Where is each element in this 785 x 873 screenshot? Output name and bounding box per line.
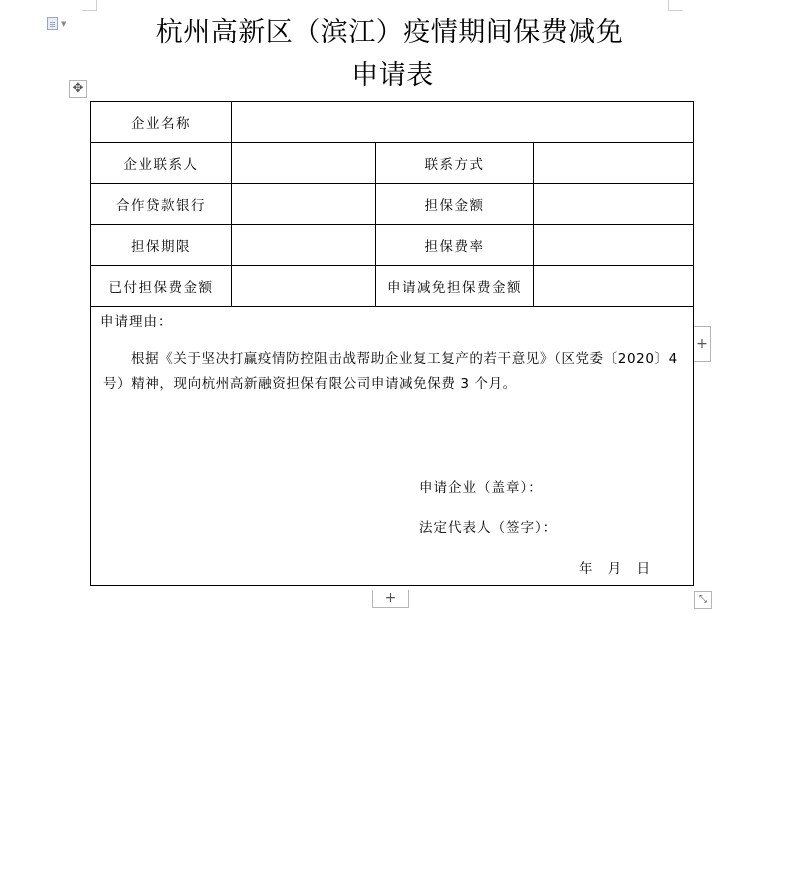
table-row	[91, 225, 694, 266]
reason-body-text: 根据《关于坚决打赢疫情防控阻击战帮助企业复工复产的若干意见》（区党委〔2020〕4号）精神，现向杭州高新融资担保有限公司申请减免保费 3 个月。	[103, 351, 678, 392]
legal-representative-label: 法定代表人（签字）：	[419, 520, 558, 536]
label-company-contact: 企业联系人	[91, 143, 232, 184]
chevron-down-icon: ▼	[61, 19, 67, 28]
requested-waiver-field[interactable]	[534, 266, 694, 307]
reason-label: 申请理由：	[100, 314, 173, 330]
move-icon: ✥	[72, 81, 84, 96]
paid-fee-field[interactable]	[232, 266, 376, 307]
add-row-button[interactable]: +	[372, 590, 409, 608]
table-row	[91, 143, 694, 184]
application-form-table	[90, 101, 694, 586]
label-paid-fee: 已付担保费金额	[91, 266, 232, 307]
label-guarantee-term: 担保期限	[91, 225, 232, 266]
table-row	[91, 266, 694, 307]
label-requested-waiver: 申请减免担保费金额	[376, 266, 534, 307]
label-company-name: 企业名称	[91, 102, 232, 143]
page-title-line-2: 申请表	[351, 60, 434, 91]
contact-method-field[interactable]	[534, 143, 694, 184]
date-line: 年 月 日	[579, 561, 651, 577]
resize-icon: ⤡	[699, 594, 707, 605]
table-move-handle[interactable]	[69, 80, 87, 98]
label-contact-method: 联系方式	[376, 143, 534, 184]
label-guarantee-rate: 担保费率	[376, 225, 534, 266]
guarantee-term-field[interactable]	[232, 225, 376, 266]
applicant-seal-label: 申请企业（盖章）：	[419, 480, 543, 496]
guarantee-amount-field[interactable]	[534, 184, 694, 225]
label-partner-bank: 合作贷款银行	[91, 184, 232, 225]
table-row	[91, 184, 694, 225]
label-guarantee-amount: 担保金额	[376, 184, 534, 225]
company-name-field[interactable]	[232, 102, 694, 143]
table-resize-handle[interactable]	[694, 591, 712, 609]
partner-bank-field[interactable]	[232, 184, 376, 225]
table-row	[91, 102, 694, 143]
application-reason-cell[interactable]	[91, 307, 694, 586]
company-contact-field[interactable]	[232, 143, 376, 184]
add-column-button[interactable]: +	[694, 326, 711, 362]
table-row	[91, 307, 694, 586]
guarantee-rate-field[interactable]	[534, 225, 694, 266]
page-title-line-1: 杭州高新区（滨江）疫情期间保费减免	[155, 17, 624, 48]
